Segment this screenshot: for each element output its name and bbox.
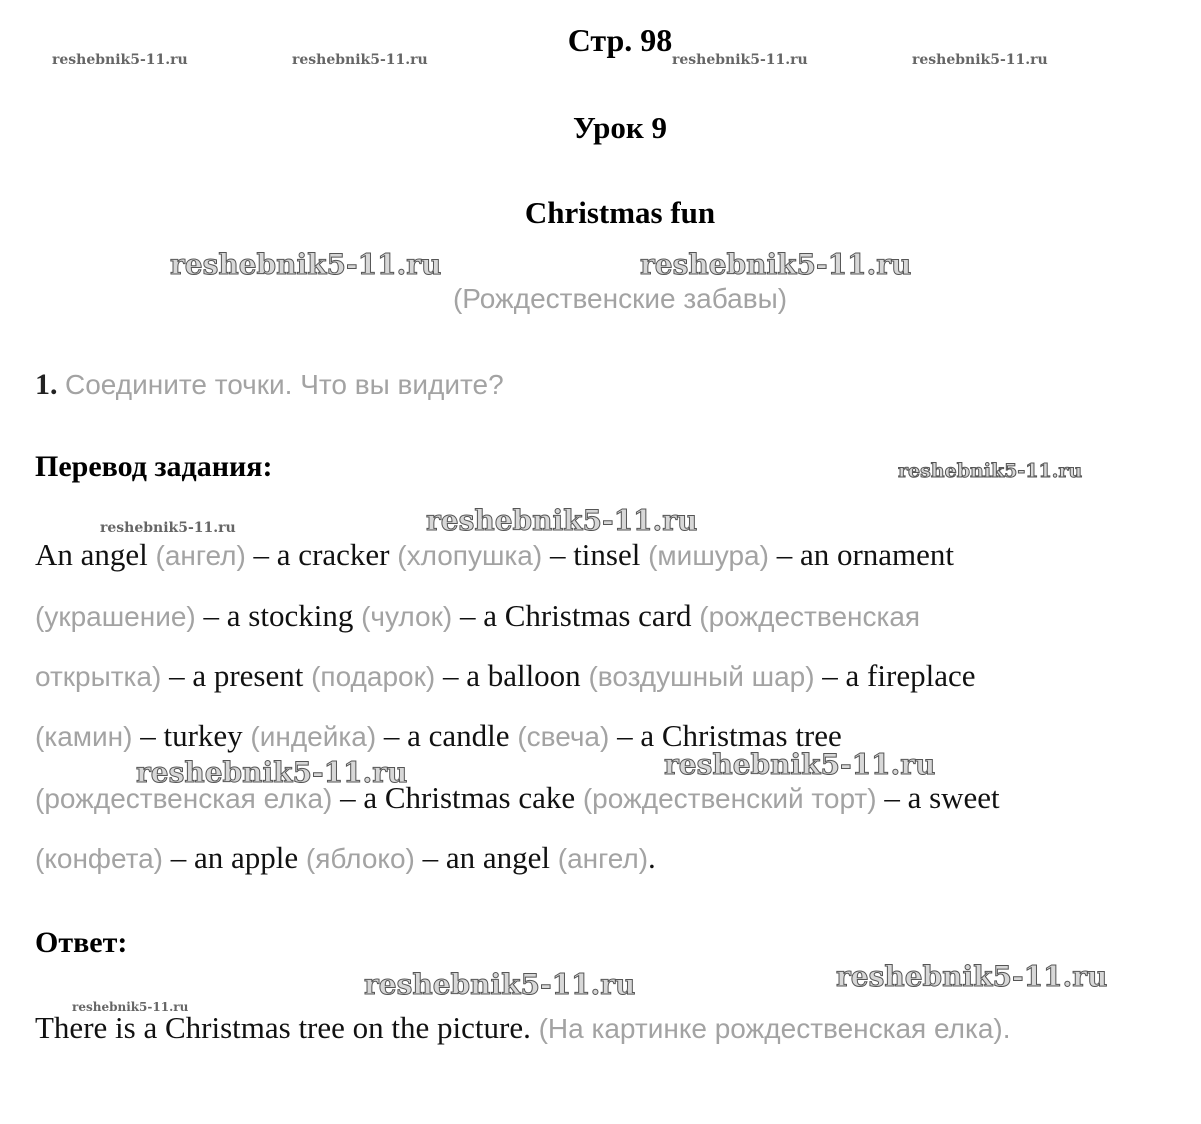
translation-line [35,658,975,695]
watermark: reshebnik5-11.ru [664,748,936,781]
english-word: – a balloon [435,658,589,693]
translation-line [35,840,656,877]
russian-gloss: (свеча) [517,721,610,752]
task-number: 1. [35,368,58,401]
russian-gloss: (хлопушка) [397,540,543,571]
english-word: – a fireplace [814,658,976,693]
english-word: – an apple [163,840,306,875]
english-word: – tinsel [542,537,649,572]
russian-gloss: (воздушный шар) [588,661,815,692]
answer-text [35,1010,1011,1047]
watermark: reshebnik5-11.ru [170,248,442,281]
watermark: reshebnik5-11.ru [52,52,188,68]
watermark: reshebnik5-11.ru [72,1000,189,1014]
russian-gloss: (конфета) [35,843,164,874]
topic-title: Christmas fun [524,195,716,230]
topic-translation: (Рождественские забавы) [452,283,788,314]
english-word: – a present [161,658,312,693]
english-word: – a cracker [245,537,398,572]
watermark: reshebnik5-11.ru [898,460,1083,482]
page-number: Стр. 98 [567,22,673,58]
english-word: – an angel [414,840,558,875]
answer-heading: Ответ: [35,926,128,959]
english-word: – a Christmas card [452,598,700,633]
answer-english: There is a Christmas tree on the picture. [35,1010,539,1045]
english-word: – a sweet [876,780,1000,815]
watermark: reshebnik5-11.ru [836,960,1108,993]
english-word: . [648,840,656,875]
russian-gloss: (индейка) [250,721,377,752]
russian-gloss: (рождественская [699,601,921,632]
watermark: reshebnik5-11.ru [912,52,1048,68]
watermark: reshebnik5-11.ru [640,248,912,281]
russian-gloss: (ангел) [155,540,246,571]
watermark: reshebnik5-11.ru [100,520,236,536]
answer-russian: (На картинке рождественская елка). [538,1013,1011,1044]
russian-gloss: (мишура) [648,540,769,571]
task-text: Соедините точки. Что вы видите? [65,369,504,400]
english-word: An angel [35,537,156,572]
watermark: reshebnik5-11.ru [672,52,808,68]
russian-gloss: открытка) [35,661,162,692]
watermark: reshebnik5-11.ru [136,756,408,789]
translation-line [35,598,920,635]
translation-line [35,537,954,574]
russian-gloss: (рождественский торт) [582,783,877,814]
lesson-title: Урок 9 [572,110,668,145]
russian-gloss: (ангел) [557,843,649,874]
english-word: – turkey [132,718,251,753]
watermark: reshebnik5-11.ru [426,504,698,537]
russian-gloss: (подарок) [311,661,436,692]
russian-gloss: (яблоко) [305,843,415,874]
russian-gloss: (рождественская елка) [35,783,333,814]
watermark: reshebnik5-11.ru [364,968,636,1001]
russian-gloss: (украшение) [35,601,196,632]
english-word: – a Christmas cake [332,780,583,815]
task-line [35,368,504,402]
russian-gloss: (камин) [35,721,133,752]
english-word: – a candle [376,718,518,753]
watermark: reshebnik5-11.ru [292,52,428,68]
russian-gloss: (чулок) [361,601,453,632]
english-word: – a Christmas tree [609,718,842,753]
translation-heading: Перевод задания: [35,450,273,483]
english-word: – a stocking [195,598,362,633]
english-word: – an ornament [768,537,955,572]
